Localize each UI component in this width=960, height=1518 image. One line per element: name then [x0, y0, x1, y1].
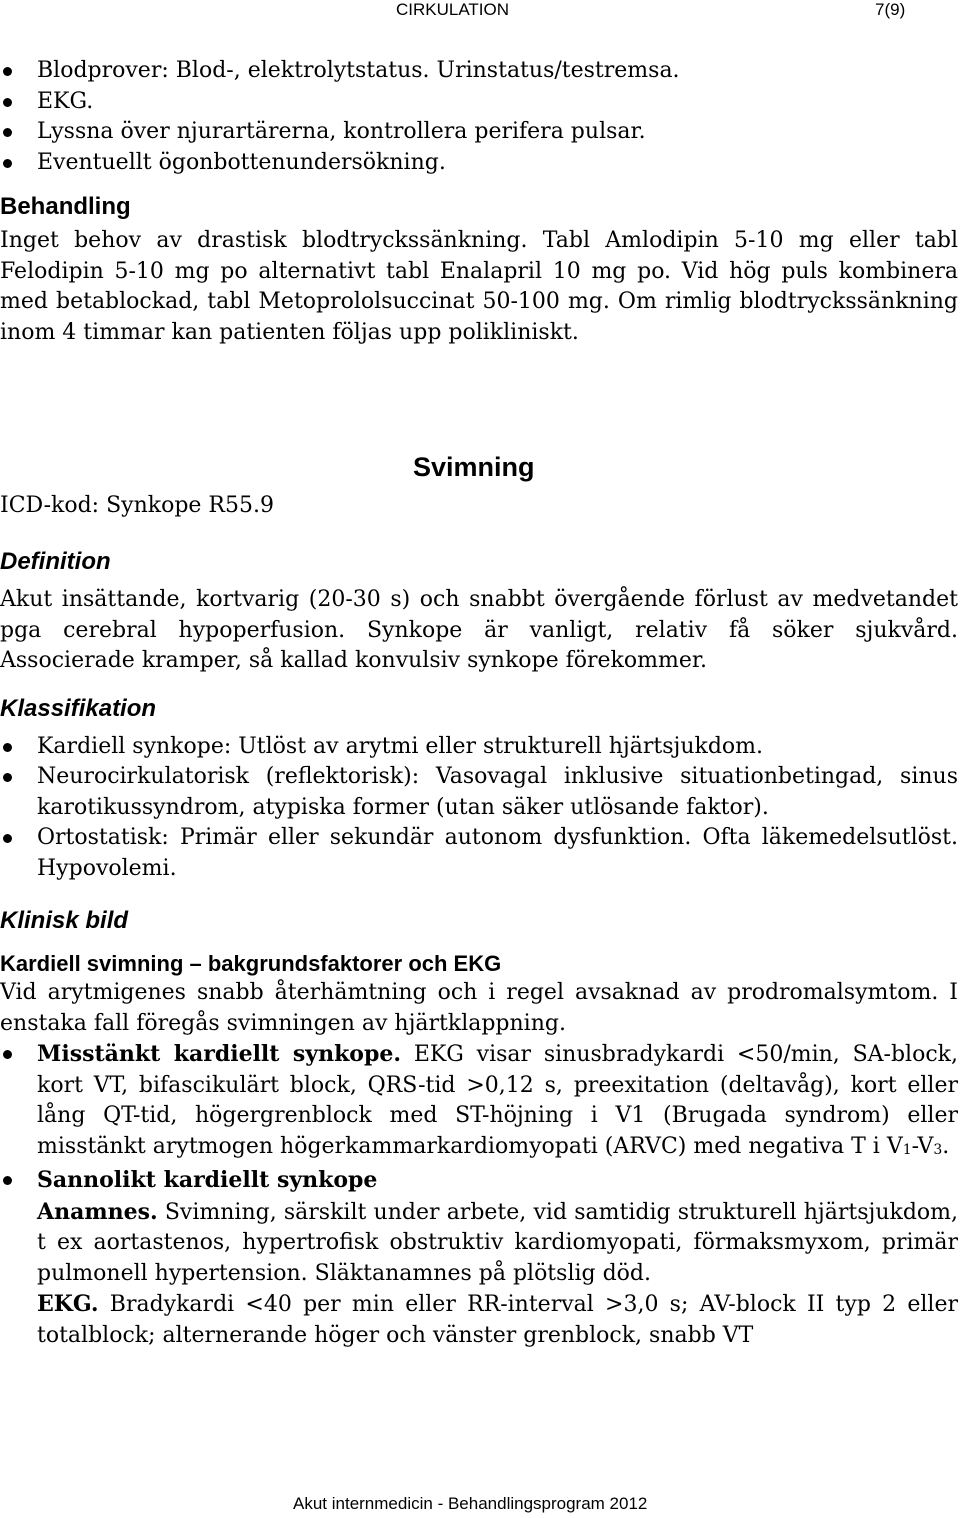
- behandling-text: Inget behov av drastisk blodtryckssänkning. Tabl Amlodipin 5-10 mg eller tabl Felodipin 5-10 mg po alternativt tabl Enalapril 10 mg po. Vid hög puls kombinera med betablockad, tabl Metoprololsuccinat 50-100 mg. Om rimlig blodtryckssänkning inom 4 timmar kan patienten följas upp polikliniskt.: [0, 228, 958, 345]
- bullet-icon: [3, 128, 12, 137]
- page-number: 7(9): [875, 0, 906, 19]
- bullet-icon: [3, 773, 12, 782]
- bullet-icon: [3, 834, 12, 843]
- subheading-kardiell: Kardiell svimning – bakgrundsfaktorer och EKG: [0, 951, 502, 976]
- anamnes-paragraph: Anamnes. Svimning, särskilt under arbete, vid samtidig strukturell hjärtsjukdom, t ex aortastenos, hypertrofisk obstruktiv kardiomyopati, förmaksmyxom, primär pulmonell hypertension. Släktanamnes på plötslig död.: [37, 1198, 958, 1286]
- bullet-icon: [3, 159, 12, 168]
- list-item: Sannolikt kardiellt synkope Anamnes. Svimning, särskilt under arbete, vid samtidig strukturell hjärtsjukdom, t ex aortastenos, hypertrofisk obstruktiv kardiomyopati, förmaksmyxom, primär pulmonell hypertension. Släktanamnes på plötslig död. EKG. Bradykardi <40 per min eller RR-interval >3,0 s; AV-block II typ 2 eller totalblock; alternerande höger och vänster grenblock, snabb VT: [0, 1165, 958, 1351]
- page-footer: Akut internmedicin - Behandlingsprogram 2012: [293, 1494, 648, 1513]
- heading-definition: Definition: [0, 548, 111, 575]
- list-item: Ortostatisk: Primär eller sekundär autonom dysfunktion. Ofta läkemedelsutlöst. Hypovolemi.: [0, 823, 958, 884]
- heading-behandling: Behandling: [0, 193, 131, 220]
- svimning-body: [0, 547, 958, 1351]
- bullet-icon: [3, 98, 12, 107]
- section-title: CIRKULATION: [396, 0, 510, 19]
- bullet-icon: [3, 743, 12, 752]
- bullet-icon: [3, 1176, 12, 1185]
- ekg-paragraph: EKG. Bradykardi <40 per min eller RR-interval >3,0 s; AV-block II typ 2 eller totalblock; alternerande höger och vänster grenblock, snabb VT: [37, 1291, 958, 1348]
- heading-klinisk-bild: Klinisk bild: [0, 907, 129, 934]
- list-item: Blodprover: Blod-, elektrolytstatus. Urinstatus/testremsa.: [0, 56, 958, 87]
- klassifikation-list: [0, 732, 958, 885]
- list-item: Misstänkt kardiellt synkope. EKG visar sinusbradykardi <50/min, SA-block, kort VT, bifascikulärt block, QRS-tid >0,12 s, preexitation (deltavåg), kort eller lång QT-tid, högergrenblock med ST-höjning i V1 (Brugada syndrom) eller misstänkt arytmogen högerkammarkardiomyopati (ARVC) med negativa T i $V_1-V_3$.: [0, 1039, 958, 1165]
- list-item: EKG.: [0, 87, 958, 118]
- document-body: [0, 56, 958, 348]
- klinisk-intro: Vid arytmigenes snabb återhämtning och i regel avsaknad av prodromalsymtom. I enstaka fall föregås svimningen av hjärtklappning.: [0, 980, 958, 1036]
- list-item: Eventuellt ögonbottenundersökning.: [0, 148, 958, 179]
- list-item: Kardiell synkope: Utlöst av arytmi eller strukturell hjärtsjukdom.: [0, 732, 958, 763]
- section-title-svimning: Svimning: [413, 452, 535, 482]
- heading-klassifikation: Klassifikation: [0, 694, 157, 722]
- icd-code: ICD-kod: Synkope R55.9: [0, 493, 274, 518]
- page-header: [0, 0, 960, 22]
- test-list: [0, 56, 958, 178]
- bullet-icon: [3, 67, 12, 76]
- bullet-icon: [3, 1050, 12, 1059]
- list-item: Neurocirkulatorisk (reflektorisk): Vasovagal inklusive situationbetingad, sinus karotikussyndrom, atypiska former (utan säker utlösande faktor).: [0, 762, 958, 823]
- definition-text: Akut insättande, kortvarig (20-30 s) och snabbt övergående förlust av medvetandet pga cerebral hypoperfusion. Synkope är vanligt, relativ få söker sjukvård. Associerade kramper, så kallad konvulsiv synkope förekommer.: [0, 587, 958, 673]
- list-item: Lyssna över njurartärerna, kontrollera perifera pulsar.: [0, 117, 958, 148]
- klinisk-list: [0, 1039, 958, 1351]
